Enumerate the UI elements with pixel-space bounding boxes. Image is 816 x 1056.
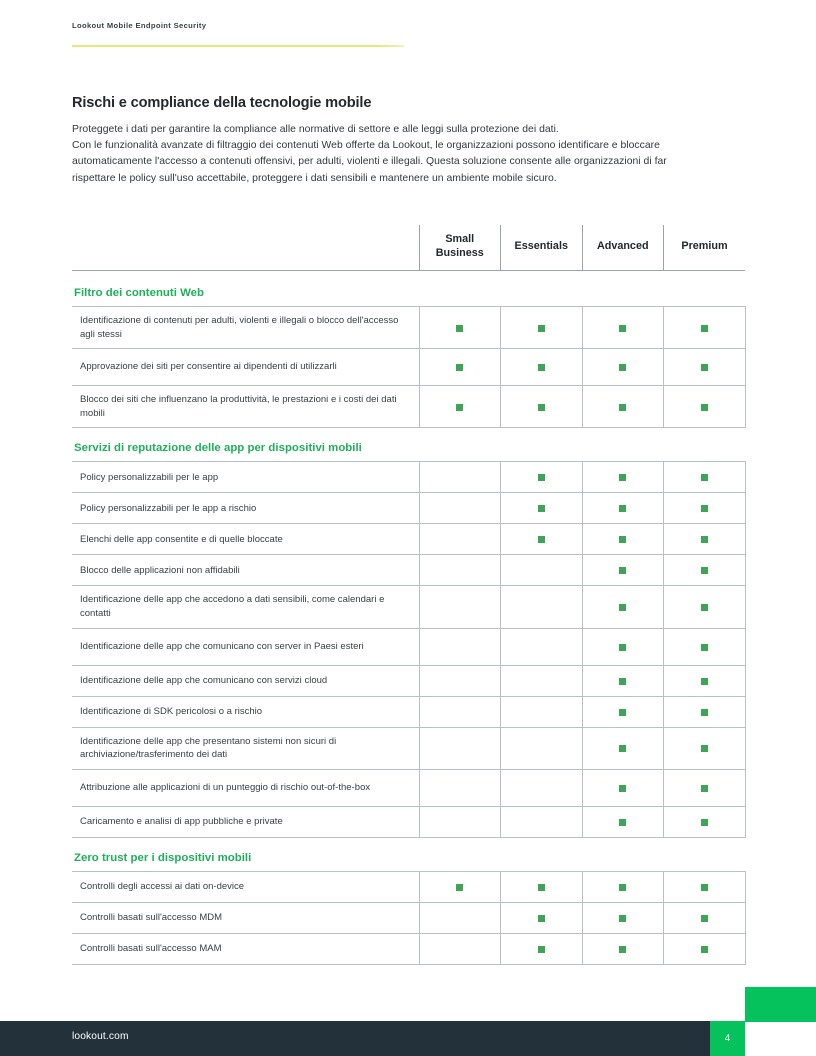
- tier-cell-included: [582, 696, 664, 727]
- feature-label: Identificazione delle app che comunicano con servizi cloud: [72, 665, 419, 696]
- included-marker-icon: [701, 404, 708, 411]
- tier-cell-included: [664, 902, 746, 933]
- included-marker-icon: [701, 946, 708, 953]
- tier-cell-included: [501, 902, 583, 933]
- tier-cell-included: [501, 871, 583, 902]
- feature-label: Blocco delle applicazioni non affidabili: [72, 555, 419, 586]
- included-marker-icon: [619, 745, 626, 752]
- included-marker-icon: [619, 709, 626, 716]
- tier-cell-empty: [419, 696, 501, 727]
- included-marker-icon: [456, 364, 463, 371]
- tier-cell-included: [501, 462, 583, 493]
- column-header-advanced: Advanced: [582, 225, 664, 270]
- included-marker-icon: [701, 474, 708, 481]
- feature-label: Identificazione di contenuti per adulti, violenti e illegali o blocco dell'accesso agli stessi: [72, 307, 419, 349]
- section-heading-row: [72, 428, 745, 462]
- header-divider-rule: [72, 45, 404, 47]
- tier-cell-included: [664, 462, 746, 493]
- feature-label: Identificazione delle app che accedono a dati sensibili, come calendari e contatti: [72, 586, 419, 628]
- tier-cell-included: [582, 902, 664, 933]
- tier-cell-included: [582, 628, 664, 665]
- tier-cell-included: [501, 349, 583, 386]
- header-cell-spacer: [72, 225, 419, 270]
- included-marker-icon: [619, 604, 626, 611]
- included-marker-icon: [701, 678, 708, 685]
- tier-cell-included: [582, 586, 664, 628]
- tier-cell-included: [582, 524, 664, 555]
- section-heading: Servizi di reputazione delle app per dispositivi mobili: [74, 442, 362, 455]
- tier-cell-included: [582, 769, 664, 806]
- tier-cell-included: [419, 871, 501, 902]
- included-marker-icon: [456, 404, 463, 411]
- tier-cell-included: [582, 349, 664, 386]
- intro-paragraph-2: Con le funzionalità avanzate di filtraggio dei contenuti Web offerte da Lookout, le organizzazioni possono identificare e bloccare automaticamente l'accesso a contenuti offensivi, per adulti, violenti e illegali. Questa soluzione consente alle organizzazioni di far rispettare le policy sull'uso accettabile, proteggere i dati sensibili e mantenere un ambiente mobile sicuro.: [72, 140, 667, 184]
- page-header: [72, 20, 744, 32]
- included-marker-icon: [619, 644, 626, 651]
- included-marker-icon: [456, 325, 463, 332]
- tier-cell-included: [501, 933, 583, 964]
- included-marker-icon: [538, 915, 545, 922]
- tier-cell-included: [582, 462, 664, 493]
- page-title: Rischi e compliance della tecnologie mobile: [72, 95, 372, 111]
- tier-cell-empty: [501, 555, 583, 586]
- included-marker-icon: [538, 325, 545, 332]
- included-marker-icon: [701, 785, 708, 792]
- section-heading-row: [72, 271, 745, 307]
- table-row: [72, 462, 745, 493]
- tier-cell-included: [582, 307, 664, 349]
- intro-block: [72, 93, 672, 187]
- included-marker-icon: [538, 946, 545, 953]
- included-marker-icon: [619, 364, 626, 371]
- included-marker-icon: [456, 884, 463, 891]
- comparison-table: [72, 225, 746, 965]
- tier-cell-empty: [419, 555, 501, 586]
- table-row: [72, 349, 745, 386]
- tier-cell-empty: [419, 493, 501, 524]
- feature-comparison-matrix: [72, 225, 745, 965]
- included-marker-icon: [538, 884, 545, 891]
- feature-label: Controlli basati sull'accesso MDM: [72, 902, 419, 933]
- table-row: [72, 586, 745, 628]
- table-row: [72, 524, 745, 555]
- feature-label: Blocco dei siti che influenzano la produttività, le prestazioni e i costi dei dati mobili: [72, 386, 419, 428]
- included-marker-icon: [701, 884, 708, 891]
- tier-cell-included: [664, 386, 746, 428]
- table-row: [72, 386, 745, 428]
- tier-cell-included: [582, 493, 664, 524]
- feature-label: Identificazione delle app che presentano sistemi non sicuri di archiviazione/trasferimento dei dati: [72, 727, 419, 769]
- included-marker-icon: [701, 915, 708, 922]
- tier-cell-included: [664, 696, 746, 727]
- tier-cell-included: [582, 665, 664, 696]
- included-marker-icon: [619, 785, 626, 792]
- included-marker-icon: [619, 819, 626, 826]
- tier-cell-included: [664, 871, 746, 902]
- tier-cell-included: [664, 665, 746, 696]
- tier-cell-empty: [419, 524, 501, 555]
- included-marker-icon: [619, 567, 626, 574]
- tier-cell-included: [419, 307, 501, 349]
- included-marker-icon: [538, 536, 545, 543]
- footer-website-link[interactable]: lookout.com: [72, 1031, 129, 1042]
- tier-cell-included: [582, 555, 664, 586]
- column-header-essentials: Essentials: [501, 225, 583, 270]
- feature-label: Controlli degli accessi ai dati on-device: [72, 871, 419, 902]
- table-row: [72, 628, 745, 665]
- tier-cell-empty: [501, 727, 583, 769]
- table-row: [72, 902, 745, 933]
- included-marker-icon: [701, 819, 708, 826]
- section-heading-row: [72, 837, 745, 871]
- tier-cell-included: [501, 493, 583, 524]
- included-marker-icon: [701, 644, 708, 651]
- tier-cell-included: [501, 524, 583, 555]
- tier-cell-included: [501, 386, 583, 428]
- included-marker-icon: [619, 505, 626, 512]
- tier-cell-included: [664, 628, 746, 665]
- tier-cell-included: [664, 307, 746, 349]
- tier-cell-empty: [419, 586, 501, 628]
- included-marker-icon: [619, 536, 626, 543]
- table-row: [72, 696, 745, 727]
- tier-cell-empty: [419, 902, 501, 933]
- tier-cell-included: [664, 555, 746, 586]
- included-marker-icon: [701, 325, 708, 332]
- tier-cell-included: [664, 349, 746, 386]
- tier-cell-included: [582, 386, 664, 428]
- included-marker-icon: [701, 604, 708, 611]
- included-marker-icon: [701, 709, 708, 716]
- tier-cell-empty: [501, 769, 583, 806]
- tier-cell-included: [664, 933, 746, 964]
- tier-cell-included: [419, 349, 501, 386]
- intro-paragraph-1: Proteggete i dati per garantire la compliance alle normative di settore e alle leggi sulla protezione dei dati.: [72, 124, 559, 135]
- tier-cell-empty: [501, 806, 583, 837]
- table-row: [72, 727, 745, 769]
- included-marker-icon: [619, 915, 626, 922]
- included-marker-icon: [619, 404, 626, 411]
- tier-cell-empty: [419, 462, 501, 493]
- included-marker-icon: [701, 536, 708, 543]
- tier-cell-included: [664, 493, 746, 524]
- tier-cell-included: [664, 524, 746, 555]
- tier-cell-included: [664, 586, 746, 628]
- table-row: [72, 493, 745, 524]
- tier-cell-empty: [419, 806, 501, 837]
- table-row: [72, 871, 745, 902]
- tier-cell-empty: [501, 628, 583, 665]
- table-row: [72, 307, 745, 349]
- brand-label: Lookout Mobile Endpoint Security: [72, 21, 207, 30]
- tier-cell-empty: [419, 933, 501, 964]
- tier-cell-empty: [501, 665, 583, 696]
- feature-label: Policy personalizzabili per le app a rischio: [72, 493, 419, 524]
- tier-cell-empty: [419, 769, 501, 806]
- footer-accent-block: [745, 987, 816, 1022]
- included-marker-icon: [619, 474, 626, 481]
- tier-cell-included: [582, 806, 664, 837]
- feature-label: Identificazione delle app che comunicano con server in Paesi esteri: [72, 628, 419, 665]
- section-heading: Zero trust per i dispositivi mobili: [74, 851, 252, 864]
- included-marker-icon: [619, 946, 626, 953]
- feature-label: Attribuzione alle applicazioni di un punteggio di rischio out-of-the-box: [72, 769, 419, 806]
- tier-cell-included: [419, 386, 501, 428]
- included-marker-icon: [538, 404, 545, 411]
- included-marker-icon: [619, 884, 626, 891]
- tier-cell-included: [582, 727, 664, 769]
- tier-cell-included: [501, 307, 583, 349]
- column-header-small-business: Small Business: [419, 225, 501, 270]
- feature-label: Caricamento e analisi di app pubbliche e private: [72, 806, 419, 837]
- feature-label: Approvazione dei siti per consentire ai dipendenti di utilizzarli: [72, 349, 419, 386]
- footer-page-number: 4: [724, 1033, 731, 1044]
- tier-cell-empty: [419, 727, 501, 769]
- tier-cell-empty: [419, 665, 501, 696]
- tier-cell-included: [582, 933, 664, 964]
- table-row: [72, 806, 745, 837]
- table-head: [72, 225, 745, 271]
- feature-label: Identificazione di SDK pericolosi o a rischio: [72, 696, 419, 727]
- column-header-premium: Premium: [664, 225, 746, 270]
- table-row: [72, 555, 745, 586]
- tier-cell-included: [664, 806, 746, 837]
- included-marker-icon: [701, 745, 708, 752]
- section-heading: Filtro dei contenuti Web: [74, 287, 204, 299]
- table-row: [72, 665, 745, 696]
- feature-label: Policy personalizzabili per le app: [72, 462, 419, 493]
- included-marker-icon: [538, 364, 545, 371]
- included-marker-icon: [538, 505, 545, 512]
- tier-cell-included: [664, 727, 746, 769]
- table-body: [72, 271, 745, 964]
- tier-cell-included: [664, 769, 746, 806]
- tier-cell-empty: [501, 586, 583, 628]
- tier-cell-empty: [501, 696, 583, 727]
- tier-cell-empty: [419, 628, 501, 665]
- included-marker-icon: [619, 678, 626, 685]
- tier-cell-included: [582, 871, 664, 902]
- feature-label: Controlli basati sull'accesso MAM: [72, 933, 419, 964]
- included-marker-icon: [701, 505, 708, 512]
- table-header-row: [72, 225, 745, 270]
- included-marker-icon: [538, 474, 545, 481]
- included-marker-icon: [619, 325, 626, 332]
- included-marker-icon: [701, 567, 708, 574]
- feature-label: Elenchi delle app consentite e di quelle bloccate: [72, 524, 419, 555]
- table-row: [72, 933, 745, 964]
- included-marker-icon: [701, 364, 708, 371]
- table-row: [72, 769, 745, 806]
